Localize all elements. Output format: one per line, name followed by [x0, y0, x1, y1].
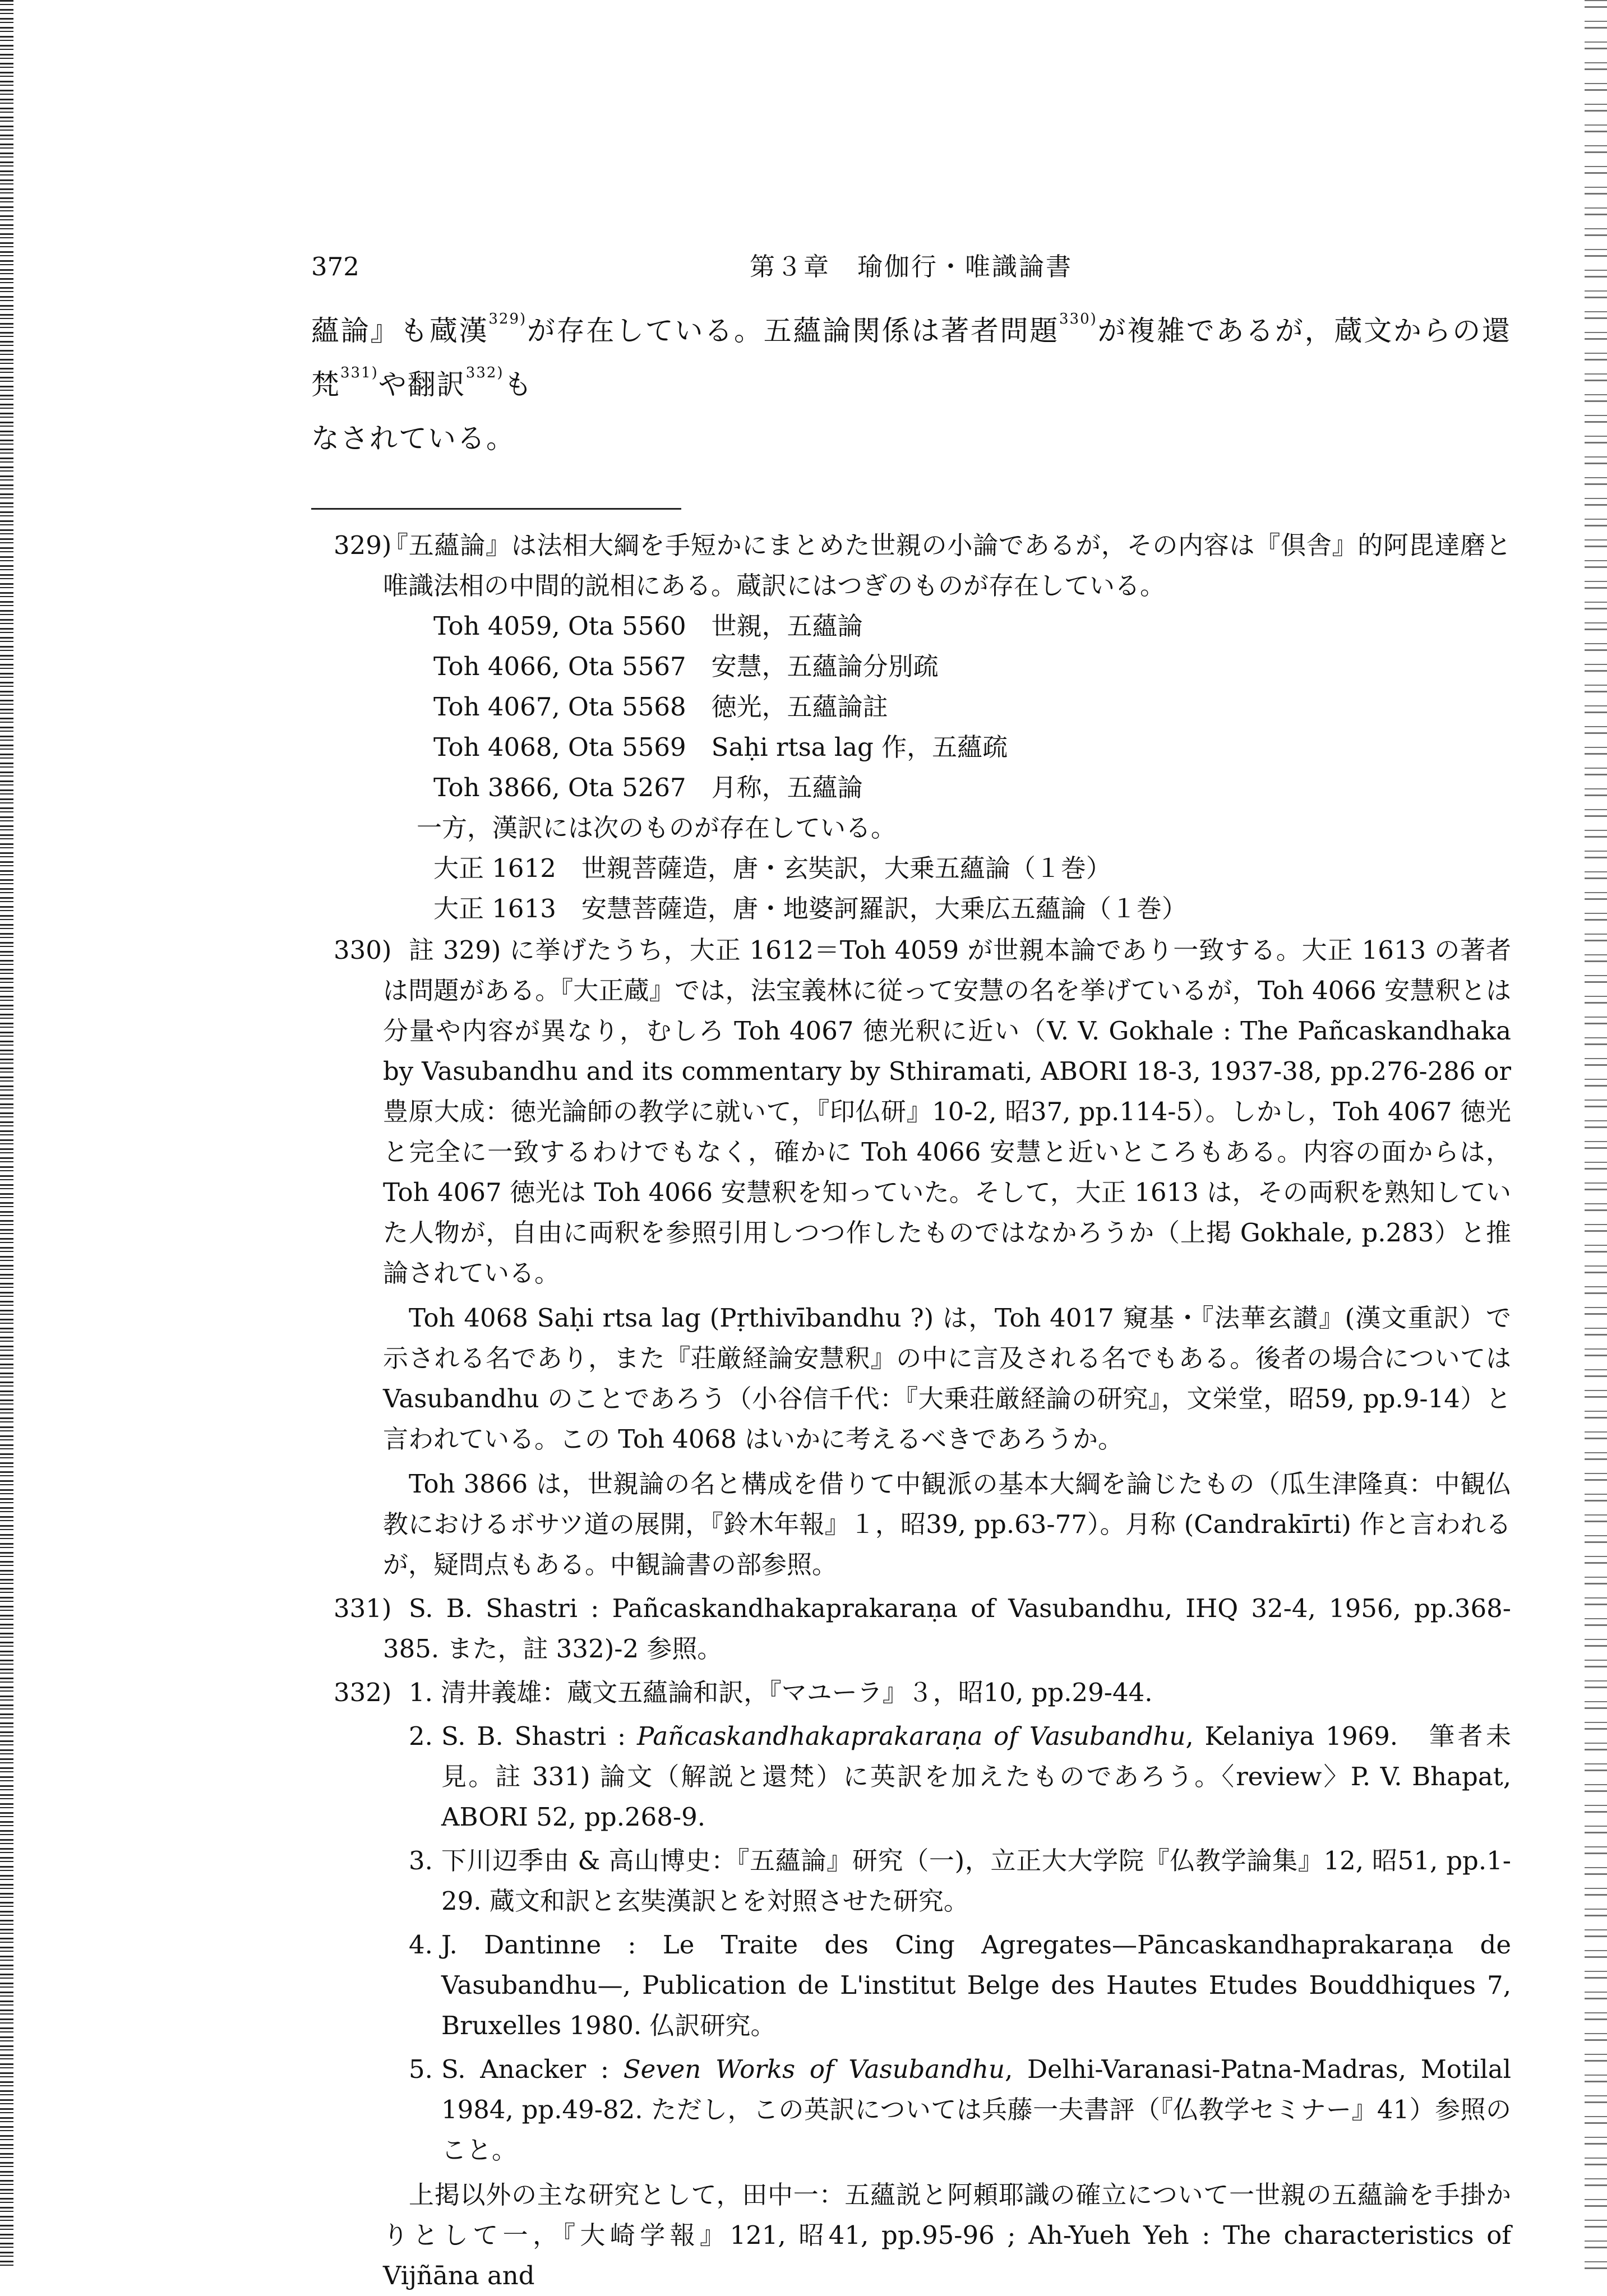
footnote-ref-330[interactable]: 330): [1059, 311, 1097, 327]
footnote-text: 『五蘊論』は法相大綱を手短かにまとめた世親の小論であるが，その内容は『倶舎』的阿毘達磨と唯識法相の中間的説相にある。蔵訳にはつぎのものが存在している。: [383, 530, 1511, 600]
footnote-number: 330): [334, 935, 392, 965]
scan-edge-right: [1585, 0, 1607, 2269]
body-paragraph: [311, 304, 1511, 465]
list-item: Toh 4068, Ota 5569 Saḥi rtsa lag 作，五蘊疏: [433, 732, 1008, 762]
footnote-number: 329): [334, 530, 392, 560]
reference-text: S. Anacker :: [441, 2054, 624, 2084]
body-text: や翻訳: [378, 368, 466, 401]
reference-text: , Kelaniya 1969. 筆者未見。註 331) 論文（解説と還梵）に英訳を加えたものであろう。〈review〉P. V. Bhapat, ABORI 52, pp.268-9.: [441, 1721, 1512, 1832]
body-text: が存在している。五蘊論関係は著者問題: [527, 315, 1060, 347]
page-header: [311, 224, 1511, 281]
footnote-divider: [311, 508, 681, 510]
reference-item: [409, 1925, 1511, 2046]
footnote-text: Toh 3866 は，世親論の名と構成を借りて中観派の基本大綱を論じたもの（瓜生津隆真：中観仏教におけるボサツ道の展開，『鈴木年報』１，昭39, pp.63-77）。月称 (Candrakīrti) 作と言われるが，疑問点もある。中観論書の部参照。: [383, 1469, 1511, 1579]
reference-text: S. B. Shastri :: [441, 1721, 637, 1751]
reference-number: 2.: [409, 1721, 433, 1751]
list-item: 大正 1613 安慧菩薩造，唐・地婆訶羅訳，大乗広五蘊論（１巻）: [433, 894, 1187, 923]
body-text: も: [504, 368, 533, 401]
list-item: Toh 3866, Ota 5267 月称，五蘊論: [433, 773, 863, 802]
chinese-translation-list: [383, 848, 1511, 929]
footnote-331: [311, 1588, 1511, 1669]
reference-text: 下川辺季由 & 高山博史：『五蘊論』研究（一)，立正大大学院『仏教学論集』12, 昭51, pp.1-29. 蔵文和訳と玄奘漢訳とを対照させた研究。: [441, 1846, 1511, 1916]
body-text: が複雑であるが，蔵文からの還梵: [311, 315, 1512, 401]
footnote-ref-329[interactable]: 329): [488, 311, 527, 327]
reference-text: 清井義雄：蔵文五蘊論和訳，『マユーラ』３，昭10, pp.29-44.: [441, 1678, 1153, 1707]
tibetan-translation-list: [383, 606, 1511, 808]
footnote-329: [311, 525, 1511, 929]
reference-number: 4.: [409, 1930, 433, 1960]
chinese-intro: 一方，漢訳には次のものが存在している。: [417, 813, 897, 843]
reference-text: , Delhi-Varanasi-Patna-Madras, Motilal 1984, pp.49-82. ただし，この英訳については兵藤一夫書評（『仏教学セミナー』41）参照のこと。: [441, 2054, 1511, 2165]
footnote-ref-331[interactable]: 331): [340, 364, 378, 381]
reference-item: [383, 1673, 1511, 1713]
running-title: 第３章 瑜伽行・唯識論書: [749, 252, 1073, 281]
footnote-number: 332): [334, 1678, 392, 1707]
reference-number: 5.: [409, 2054, 433, 2084]
footnote-text: Toh 4068 Saḥi rtsa lag (Pṛthivībandhu ?) は，Toh 4017 窺基・『法華玄讃』(漢文重訳）で示される名であり，また『荘厳経論安慧釈』の中に言及される名でもある。後者の場合については Vasubandhu のことであろう（小谷信千代：『大乗荘厳経論の研究』，文栄堂，昭59, pp.9-14）と言われている。この Toh 4068 はいかに考えるべきであろうか。: [383, 1303, 1511, 1454]
footnote-text: 註 329) に挙げたうち，大正 1612＝Toh 4059 が世親本論であり一致する。大正 1613 の著者は問題がある。『大正蔵』では，法宝義林に従って安慧の名を挙げているが，Toh 4066 安慧釈とは分量や内容が異なり，むしろ Toh 4067 徳光釈に近い（V. V. Gokhale : The Pañcaskandhaka by Vasubandhu and its commentary by Sthiramati, ABORI 18-3, 1937-38, pp.276-286 or 豊原大成：徳光論師の教学に就いて，『印仏研』10-2, 昭37, pp.114-5）。しかし，Toh 4067 徳光と完全に一致するわけでもなく，確かに Toh 4066 安慧と近いところもある。内容の面からは，Toh 4067 徳光は Toh 4066 安慧釈を知っていた。そして，大正 1613 は，その両釈を熟知していた人物が，自由に両釈を参照引用しつつ作したものではなかろうか（上掲 Gokhale, p.283）と推論されている。: [383, 935, 1537, 1288]
footnote-text: S. B. Shastri : Pañcaskandhakaprakaraṇa of Vasubandhu, IHQ 32-4, 1956, pp.368-385. また，註 332)-2 参照。: [383, 1593, 1511, 1664]
reference-text: J. Dantinne : Le Traite des Cing Agregates—Pāncaskandhaprakaraṇa de Vasubandhu—, Publication de L'institut Belge des Hautes Etudes Bouddhiques 7, Bruxelles 1980. 仏訳研究。: [441, 1930, 1511, 2040]
book-page: [311, 224, 1537, 2296]
footnote-330: [311, 930, 1537, 1585]
body-text: 蘊論』も蔵漢: [311, 315, 489, 347]
reference-title: Seven Works of Vasubandhu: [623, 2054, 1005, 2084]
list-item: Toh 4067, Ota 5568 徳光，五蘊論註: [433, 692, 888, 722]
footnote-332: [311, 1673, 1511, 2296]
reference-title: Pañcaskandhakaprakaraṇa of Vasubandhu: [637, 1721, 1186, 1751]
scan-edge-left: [0, 0, 13, 2269]
footnote-text: 上掲以外の主な研究として，田中一：五蘊説と阿頼耶識の確立について一世親の五蘊論を手掛かりとして一，『大崎学報』121, 昭41, pp.95-96 ; Ah-Yueh Yeh : The characteristics of Vijñāna and: [383, 2180, 1511, 2290]
list-item: Toh 4059, Ota 5560 世親，五蘊論: [433, 611, 863, 641]
reference-item: [409, 1716, 1511, 1837]
reference-item: [409, 1841, 1511, 1921]
list-item: Toh 4066, Ota 5567 安慧，五蘊論分別疏: [433, 652, 939, 681]
body-text: なされている。: [311, 422, 515, 455]
reference-item: [409, 2049, 1511, 2170]
reference-number: 1.: [409, 1678, 433, 1707]
reference-number: 3.: [409, 1846, 433, 1875]
list-item: 大正 1612 世親菩薩造，唐・玄奘訳，大乗五蘊論（１巻）: [433, 853, 1111, 883]
footnote-number: 331): [334, 1593, 392, 1623]
footnote-ref-332[interactable]: 332): [465, 364, 504, 381]
page-number: 372: [311, 252, 359, 281]
